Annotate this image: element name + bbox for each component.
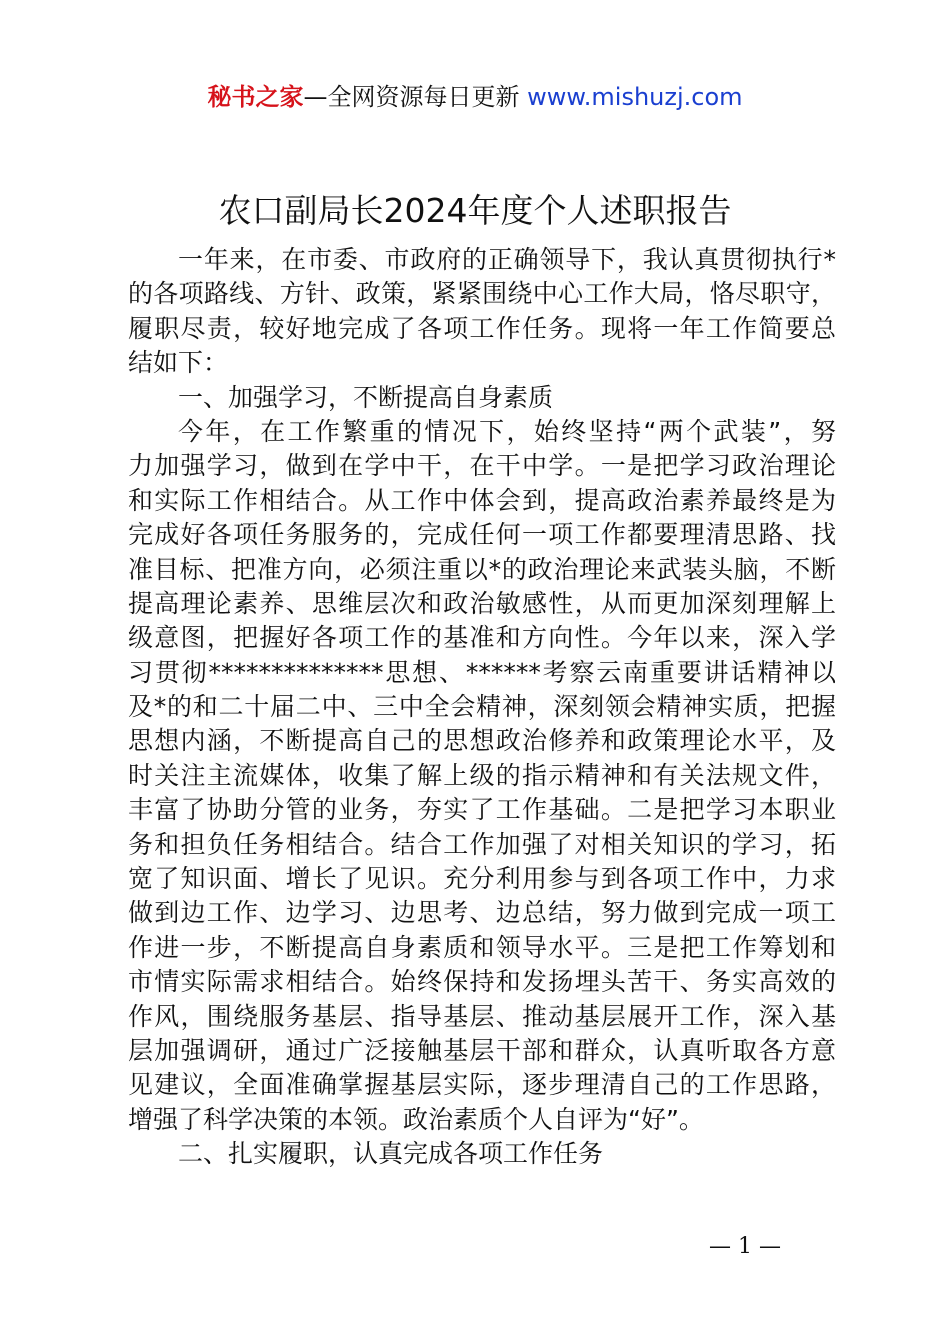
paragraph-line: 提高理论素养、思维层次和政治敏感性，从而更加深刻理解上 xyxy=(128,588,836,618)
paragraph-line: 力加强学习，做到在学中干，在干中学。一是把学习政治理论 xyxy=(128,451,836,481)
document-body xyxy=(128,243,836,1172)
paragraph-line: 作进一步，不断提高自身素质和领导水平。三是把工作筹划和 xyxy=(128,932,836,962)
paragraph-line: 丰富了协助分管的业务，夯实了工作基础。二是把学习本职业 xyxy=(128,795,836,825)
paragraph-line: 完成好各项任务服务的，完成任何一项工作都要理清思路、找 xyxy=(128,520,836,550)
paragraph-line: 一年来，在市委、市政府的正确领导下，我认真贯彻执行* xyxy=(178,245,836,274)
site-url[interactable]: www.mishuzj.com xyxy=(527,83,743,111)
paragraph-line: 履职尽责，较好地完成了各项工作任务。现将一年工作简要总 xyxy=(128,313,836,343)
paragraph-line: 增强了科学决策的本领。政治素质个人自评为“好”。 xyxy=(128,1104,704,1134)
paragraph-line: 宽了知识面、增长了见识。充分利用参与到各项工作中，力求 xyxy=(128,864,836,894)
site-slogan: —全网资源每日更新 xyxy=(303,83,528,111)
paragraph-line: 务和担负任务相结合。结合工作加强了对相关知识的学习，拓 xyxy=(128,829,836,859)
paragraph-line: 思想内涵，不断提高自己的思想政治修养和政策理论水平，及 xyxy=(128,726,836,756)
paragraph-line: 准目标、把准方向，必须注重以*的政治理论来武装头脑，不断 xyxy=(128,554,836,584)
page-number: — 1 — xyxy=(709,1234,781,1259)
section-heading: 一、加强学习，不断提高自身素质 xyxy=(178,382,554,412)
paragraph-line: 作风，围绕服务基层、指导基层、推动基层展开工作，深入基 xyxy=(128,1001,836,1031)
site-brand: 秘书之家 xyxy=(207,83,304,111)
paragraph-line: 结如下： xyxy=(128,348,229,378)
paragraph-line: 习贯彻**************思想、******考察云南重要讲话精神以 xyxy=(128,657,836,687)
section-heading: 二、扎实履职，认真完成各项工作任务 xyxy=(178,1139,604,1169)
paragraph-line: 今年，在工作繁重的情况下，始终坚持“两个武装”，努 xyxy=(178,416,836,446)
paragraph-line: 级意图，把握好各项工作的基准和方向性。今年以来，深入学 xyxy=(128,623,836,653)
paragraph-line: 层加强调研，通过广泛接触基层干部和群众，认真听取各方意 xyxy=(128,1035,836,1065)
paragraph-line: 时关注主流媒体，收集了解上级的指示精神和有关法规文件， xyxy=(128,760,836,790)
site-header xyxy=(0,80,950,114)
paragraph-line: 做到边工作、边学习、边思考、边总结，努力做到完成一项工 xyxy=(128,898,836,928)
document-title: 农口副局长2024年度个人述职报告 xyxy=(218,191,732,230)
paragraph-line: 市情实际需求相结合。始终保持和发扬埋头苦干、务实高效的 xyxy=(128,967,836,997)
paragraph-line: 及*的和二十届二中、三中全会精神，深刻领会精神实质，把握 xyxy=(128,692,836,722)
paragraph-line: 的各项路线、方针、政策，紧紧围绕中心工作大局，恪尽职守， xyxy=(128,279,836,309)
paragraph-line: 见建议，全面准确掌握基层实际，逐步理清自己的工作思路， xyxy=(128,1070,836,1100)
paragraph-line: 和实际工作相结合。从工作中体会到，提高政治素养最终是为 xyxy=(128,485,836,515)
